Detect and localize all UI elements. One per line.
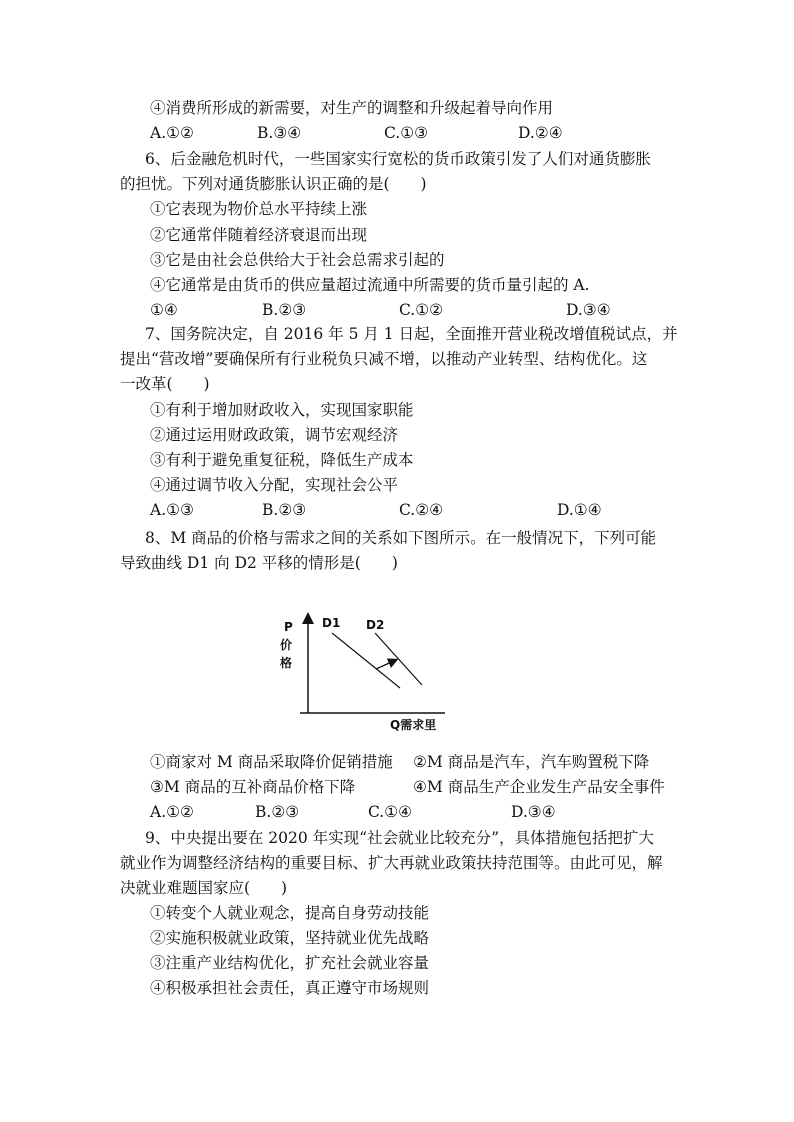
x-axis-label: Q需求里 (390, 718, 437, 732)
q7-stem-line2: 提出“营改增”要确保所有行业税负只减不增，以推动产业转型、结构优化。这 (120, 350, 648, 368)
q6-option-d: D.③④ (566, 301, 611, 319)
q5-option-d: D.②④ (518, 124, 563, 142)
y-axis-label-p: P (284, 620, 293, 634)
q9-stem-line2: 就业作为调整经济结构的重要目标、扩大再就业政策扶持范围等。由此可见，解 (120, 854, 663, 872)
q7-item-2: ②通过运用财政政策，调节宏观经济 (150, 426, 399, 444)
q6-option-a: ①④ (150, 301, 178, 319)
q6-option-b: B.②③ (262, 301, 307, 319)
q7-option-b: B.②③ (262, 501, 307, 519)
q5-option-a: A.①② (150, 124, 194, 142)
q7-stem-line3: 一改革( ) (120, 375, 210, 393)
curve-d2-label: D2 (366, 618, 385, 632)
q8-stem-line2: 导致曲线 D1 向 D2 平移的情形是( ) (120, 554, 398, 572)
q8-stem-line1: 8、M 商品的价格与需求之间的关系如下图所示。在一般情况下，下列可能 (145, 529, 657, 547)
q9-item-3: ③注重产业结构优化，扩充社会就业容量 (150, 954, 430, 972)
q6-item-1: ①它表现为物价总水平持续上涨 (150, 200, 368, 218)
q8-item-3: ③M 商品的互补商品价格下降 (150, 778, 356, 796)
q7-option-a: A.①③ (150, 501, 194, 519)
q5-option-c: C.①③ (384, 124, 429, 142)
q6-item-2: ②它通常伴随着经济衰退而出现 (150, 226, 368, 244)
q8-option-d: D.③④ (511, 803, 556, 821)
q7-item-3: ③有利于避免重复征税，降低生产成本 (150, 451, 414, 469)
q5-option-b: B.③④ (257, 124, 302, 142)
shift-arrow (376, 660, 396, 669)
q8-option-a: A.①② (150, 803, 194, 821)
curve-d1-label: D1 (322, 616, 341, 630)
q9-item-2: ②实施积极就业政策，坚持就业优先战略 (150, 929, 430, 947)
q5-item-4: ④消费所形成的新需要，对生产的调整和升级起着导向作用 (150, 99, 554, 117)
q6-stem-line1: 6、后金融危机时代，一些国家实行宽松的货币政策引发了人们对通货膨胀 (145, 150, 651, 168)
demand-shift-graph (270, 605, 480, 735)
q6-item-3: ③它是由社会总供给大于社会总需求引起的 (150, 251, 445, 269)
curve-d2 (375, 633, 422, 685)
q8-option-b: B.②③ (255, 803, 300, 821)
q7-item-1: ①有利于增加财政收入，实现国家职能 (150, 401, 414, 419)
q8-item-4: ④M 商品生产企业发生产品安全事件 (413, 778, 665, 796)
q7-option-d: D.①④ (557, 501, 602, 519)
q6-stem-line2: 的担忧。下列对通货膨胀认识正确的是( ) (120, 175, 427, 193)
y-axis-label-jia: 价 (280, 638, 293, 652)
q7-item-4: ④通过调节收入分配，实现社会公平 (150, 476, 399, 494)
q7-option-c: C.②④ (399, 501, 444, 519)
q9-stem-line1: 9、中央提出要在 2020 年实现“社会就业比较充分”，具体措施包括把扩大 (145, 829, 655, 847)
y-axis-label-ge: 格 (280, 656, 293, 670)
q9-item-1: ①转变个人就业观念，提高自身劳动技能 (150, 904, 430, 922)
q6-item-4: ④它通常是由货币的供应量超过流通中所需要的货币量引起的 A. (150, 276, 590, 294)
q6-option-c: C.①② (399, 301, 444, 319)
curve-d1 (332, 633, 400, 688)
q9-item-4: ④积极承担社会责任，真正遵守市场规则 (150, 979, 430, 997)
q8-item-1: ①商家对 M 商品采取降价促销措施 (150, 753, 393, 771)
q8-item-2: ②M 商品是汽车，汽车购置税下降 (413, 753, 650, 771)
q8-option-c: C.①④ (368, 803, 413, 821)
q7-stem-line1: 7、国务院决定，自 2016 年 5 月 1 日起，全面推开营业税改增值税试点，并 (145, 325, 678, 343)
q9-stem-line3: 决就业难题国家应( ) (120, 879, 288, 897)
